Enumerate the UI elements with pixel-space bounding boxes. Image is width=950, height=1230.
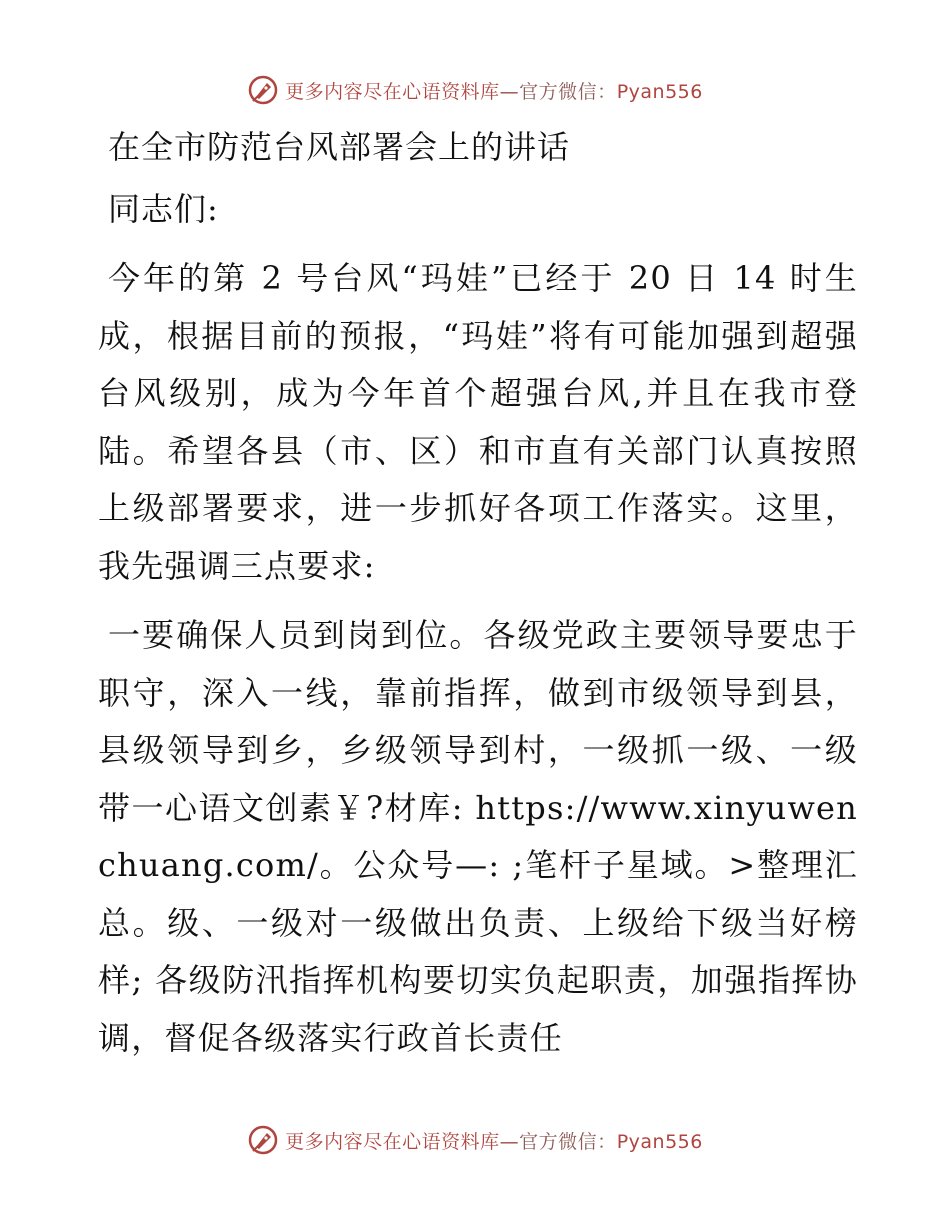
banner-wechat-id: Pyan556	[616, 1130, 703, 1153]
banner-text	[285, 77, 703, 104]
footer-watermark-banner	[0, 1120, 950, 1160]
banner-wechat-label: 官方微信：	[519, 80, 617, 103]
banner-separator: —	[499, 80, 520, 103]
document-title: 在全市防范台风部署会上的讲话	[108, 128, 571, 166]
document-body	[98, 118, 858, 1079]
banner-text	[285, 1127, 703, 1154]
pen-nib-logo-icon	[247, 74, 279, 106]
banner-separator: —	[499, 1130, 520, 1153]
paragraph-intro: 今年的第 2 号台风“玛娃”已经于 20 日 14 时生成，根据目前的预报，“玛娃”将有可能加强到超强台风级别，成为今年首个超强台风,并且在我市登陆。希望各县（市、区）和市直有关部门认真按照上级部署要求，进一步抓好各项工作落实。这里，我先强调三点要求:	[98, 259, 858, 585]
banner-prefix: 更多内容尽在心语资料库	[285, 1130, 500, 1153]
header-watermark-banner	[0, 70, 950, 110]
banner-wechat-label: 官方微信：	[519, 1130, 617, 1153]
document-salutation: 同志们:	[108, 190, 219, 228]
paragraph-requirement-one: 一要确保人员到岗到位。各级党政主要领导要忠于职守，深入一线，靠前指挥，做到市级领导到县，县级领导到乡，乡级领导到村，一级抓一级、一级带一心语文创素￥?材库: https://www.xinyuwenchuang.com/。公众号—: ;笔杆子星域。>整理汇总。级、一级对一级做出负责、上级给下级当好榜样; 各级防汛指挥机构要切实负起职责，加强指挥协调，督促各级落实行政首长责任	[98, 616, 858, 1057]
banner-prefix: 更多内容尽在心语资料库	[285, 80, 500, 103]
pen-nib-logo-icon	[247, 1124, 279, 1156]
banner-wechat-id: Pyan556	[616, 80, 703, 103]
